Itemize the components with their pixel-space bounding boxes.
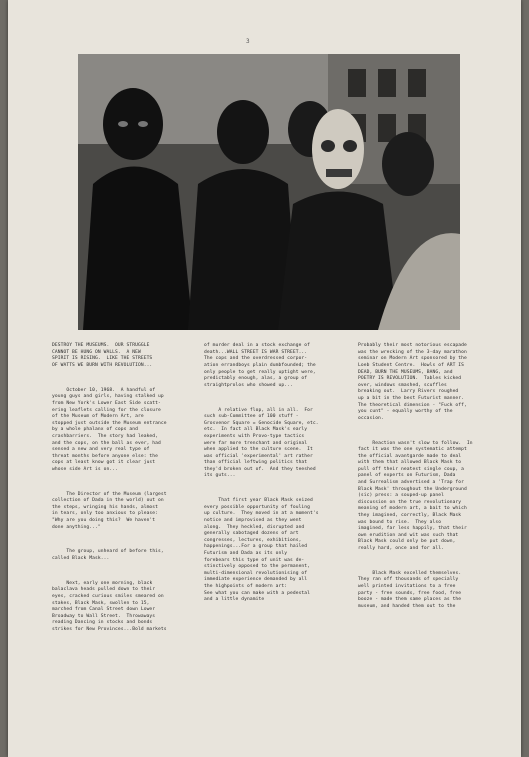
paragraph: DESTROY THE MUSEUMS. OUR STRUGGLE CANNOT BE HUNG ON WALLS. A NEW SPIRIT IS RISING. LIKE THE STREETS OF WATTS WE BURN WITH REVOLUTION... bbox=[52, 343, 153, 368]
paragraph: October 10, 1968. A handful of young guys and girls, having stalked up from New York's Lower East Side scatt- ering leaflets calling for the closure of the Museum of Modern Art, are stopped just outside the Museum entrance by a whole phalanx of cops and crashbarriers. The story had leaked, and the cops, on the ball as ever, had sensed a new and very real type of threat months before anyone else: the cops at least know got it clear just whose side Art is on... bbox=[52, 387, 167, 472]
paragraph: That first year Black Mask seized every possible opportunity of fouling up culture. They moved in at a moment's notice and improvised as they went along. They heckled, disrupted and generally sabotaged dozens of art congresses, lectures, exhibitions, happenings...For a group that hailed Futurism and Dada as its only forebears this type of unit was de- stinctively opposed to the permanent, multi-dimensional revolutionising of immediate experience demanded by all the highpoints of modern art: See what you can make with a pedestal and a little dynamite bbox=[204, 498, 319, 603]
paragraph: of murder deal in a stock exchange of death...WALL STREET IS WAR STREET... The cops and the overdressed corpor- ation errandboys plain dumbfounded; the only people to get really uptight were, predictably enough, alas, a group of straightprolos who showed up... bbox=[204, 343, 316, 388]
document-page bbox=[8, 0, 521, 757]
masked-figures-photo bbox=[78, 54, 460, 330]
text-column-3 bbox=[358, 330, 508, 629]
text-column-2 bbox=[204, 330, 354, 622]
paragraph: A relative flop, all in all. For such sub-Committee of 100 stuff - Grosvenor Square = Genocide Square, etc. etc. In fact all Black Mask's early experiments with Provo-type tactics were far more trenchant and original when applied to the culture scene. It was official 'experimental' art rather than official leftwing politics that they'd broken out of. And they teeshed its guts... bbox=[204, 407, 319, 479]
paragraph: Probably their most notorious escapade was the wrecking of the 3-day marathon seminar on Modern Art sponsored by the Loeb Student Centre. Howls of ART IS DEAD, BURN THE MUSEUMS, BANG, and POETRY IS REVOLUTION. Tables kicked over, windows smashed, scuffles breaking out. Larry Rivers roughed up a bit in the best Futurist manner. The theoretical dimension - "Fuck off, you cunt" - equally worthy of the occasion. bbox=[358, 343, 467, 421]
text-column-1 bbox=[52, 330, 202, 652]
paragraph: Reaction wasn't slow to follow. In fact it was the one systematic attempt the official avantgarde made to deal with them that allowed Black Mask to pull off their neatest single coup, a panel of experts on Futurism, Dada and Surrealism advertised a 'Trap for Black Mask' throughout the Underground (sic) press: a souped-up panel discussion on the true revolutionary meaning of modern art, a bait to which they imagined, correctly, Black Mask was bound to rise. They also imagined, far less happily, that their own erudition and wit was such that Black Mask could only be put down, really hard, once and for all. bbox=[358, 440, 473, 551]
paragraph: Next, early one morning, black balaclava heads pulled down to their eyes, cracked curious smiles smeared on stakes, Black Mask, swollen to 15, marched from Canal Street down Lower Broadway to Wall Street. Throwaways reading Dancing in stocks and bonds strikes for New Provinces...Bold markets bbox=[52, 580, 167, 632]
paragraph: The group, unheard of before this, called Black Mask... bbox=[52, 549, 164, 561]
paragraph: Black Mask excelled themselves. They ran off thousands of specially well printed invitations to a free party - free sounds, free food, free booze - made them same places as the museum, and handed them out to the bbox=[358, 570, 462, 609]
masked-figures-photo-icon bbox=[78, 54, 460, 330]
paragraph: The Director of the Museum (largest collection of Dada in the world) out on the steps, wringing his hands, almost in tears, only too anxious to please: "Why are you doing this? We haven't done anything..." bbox=[52, 491, 167, 530]
page-number: 3 bbox=[246, 38, 250, 45]
